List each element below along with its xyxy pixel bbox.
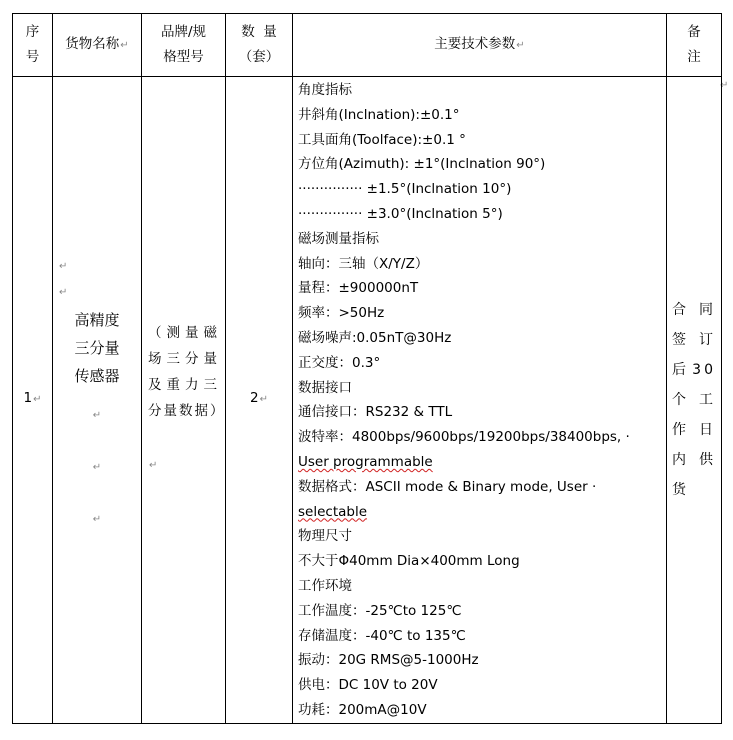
header-remark-line2: 注 <box>687 49 701 65</box>
row-qty <box>226 77 293 724</box>
row-brand <box>142 77 226 724</box>
paragraph-mark: ↵ <box>516 39 525 51</box>
header-no <box>13 14 53 77</box>
header-no-line2: 号 <box>25 49 40 65</box>
row-remark-text: 合同签订后30个工作日内供货 <box>672 301 716 498</box>
param-line: 轴向：三轴（X/Y/Z） <box>298 255 429 272</box>
header-goods-name-text: 货物名称 <box>65 35 120 52</box>
row-goods-name-line2: 三分量 <box>74 338 120 357</box>
param-line: 正交度：0.3° <box>298 354 381 371</box>
param-line: 工作温度：-25℃to 125℃ <box>298 602 462 619</box>
header-no-line1: 序 <box>25 24 40 41</box>
header-brand-line1: 品牌/规 <box>160 24 207 41</box>
paragraph-mark: ↵ <box>120 39 129 51</box>
param-line: ··············· ±1.5°(Inclnation 10°) <box>298 181 512 198</box>
header-remark <box>667 14 722 77</box>
param-line: 井斜角(Inclnation):±0.1° <box>298 106 460 123</box>
row-goods-name <box>53 77 142 724</box>
param-line: selectable <box>298 503 368 520</box>
param-line: 数据接口 <box>298 379 352 396</box>
row-brand-text: （测量磁场三分量及重力三分量数据） <box>148 325 226 420</box>
header-qty-line1: 数 量 <box>241 24 277 41</box>
paragraph-mark: ↵ ↵ ↵ <box>92 409 102 525</box>
header-qty-line2: （套） <box>238 49 280 65</box>
paragraph-mark: ↵ <box>149 460 160 472</box>
paragraph-mark: ↵ ↵ <box>59 260 68 298</box>
param-line: 数据格式：ASCII mode & Binary mode, User · <box>298 478 597 495</box>
header-qty <box>226 14 293 77</box>
header-remark-line1: 备 <box>687 24 701 41</box>
param-line: 工作环境 <box>298 577 352 594</box>
row-params <box>293 77 667 724</box>
param-line: 振动：20G RMS@5-1000Hz <box>298 652 479 669</box>
header-params-text: 主要技术参数 <box>434 35 516 52</box>
param-line: 角度指标 <box>298 82 352 98</box>
param-line: 物理尺寸 <box>298 528 352 545</box>
param-line: 不大于Φ40mm Dia×400mm Long <box>298 553 520 570</box>
header-row <box>13 14 722 77</box>
paragraph-mark: ↵ <box>33 394 42 406</box>
paragraph-mark: ↵ <box>720 80 729 91</box>
data-row <box>13 77 722 724</box>
paragraph-mark: ↵ <box>259 394 268 406</box>
param-line: 量程：±900000nT <box>298 280 419 297</box>
row-no <box>13 77 53 724</box>
row-qty-text: 2 <box>250 390 259 407</box>
param-line: 磁场噪声:0.05nT@30Hz <box>298 329 452 346</box>
param-line: 方位角(Azimuth): ±1°(Inclnation 90°) <box>298 156 546 173</box>
header-brand <box>142 14 226 77</box>
row-goods-name-line3: 传感器 <box>74 366 120 385</box>
row-remark <box>667 77 722 724</box>
header-brand-line2: 格型号 <box>163 49 204 65</box>
param-line: User programmable <box>298 453 433 470</box>
param-line: 功耗：200mA@10V <box>298 701 427 718</box>
param-line: 存储温度：-40℃ to 135℃ <box>298 627 466 644</box>
param-line: 供电：DC 10V to 20V <box>298 677 438 694</box>
param-line: 工具面角(Toolface):±0.1 ° <box>298 131 466 148</box>
header-goods-name <box>53 14 142 77</box>
param-line: 通信接口：RS232 & TTL <box>298 404 453 421</box>
row-no-text: 1 <box>23 390 33 407</box>
param-line: ··············· ±3.0°(Inclnation 5°) <box>298 205 503 222</box>
header-params <box>293 14 667 77</box>
row-goods-name-line1: 高精度 <box>74 310 120 329</box>
param-line: 磁场测量指标 <box>298 230 379 247</box>
param-line: 波特率：4800bps/9600bps/19200bps/38400bps, · <box>298 429 630 446</box>
param-line: 频率：>50Hz <box>298 305 385 322</box>
spec-table <box>12 13 722 724</box>
